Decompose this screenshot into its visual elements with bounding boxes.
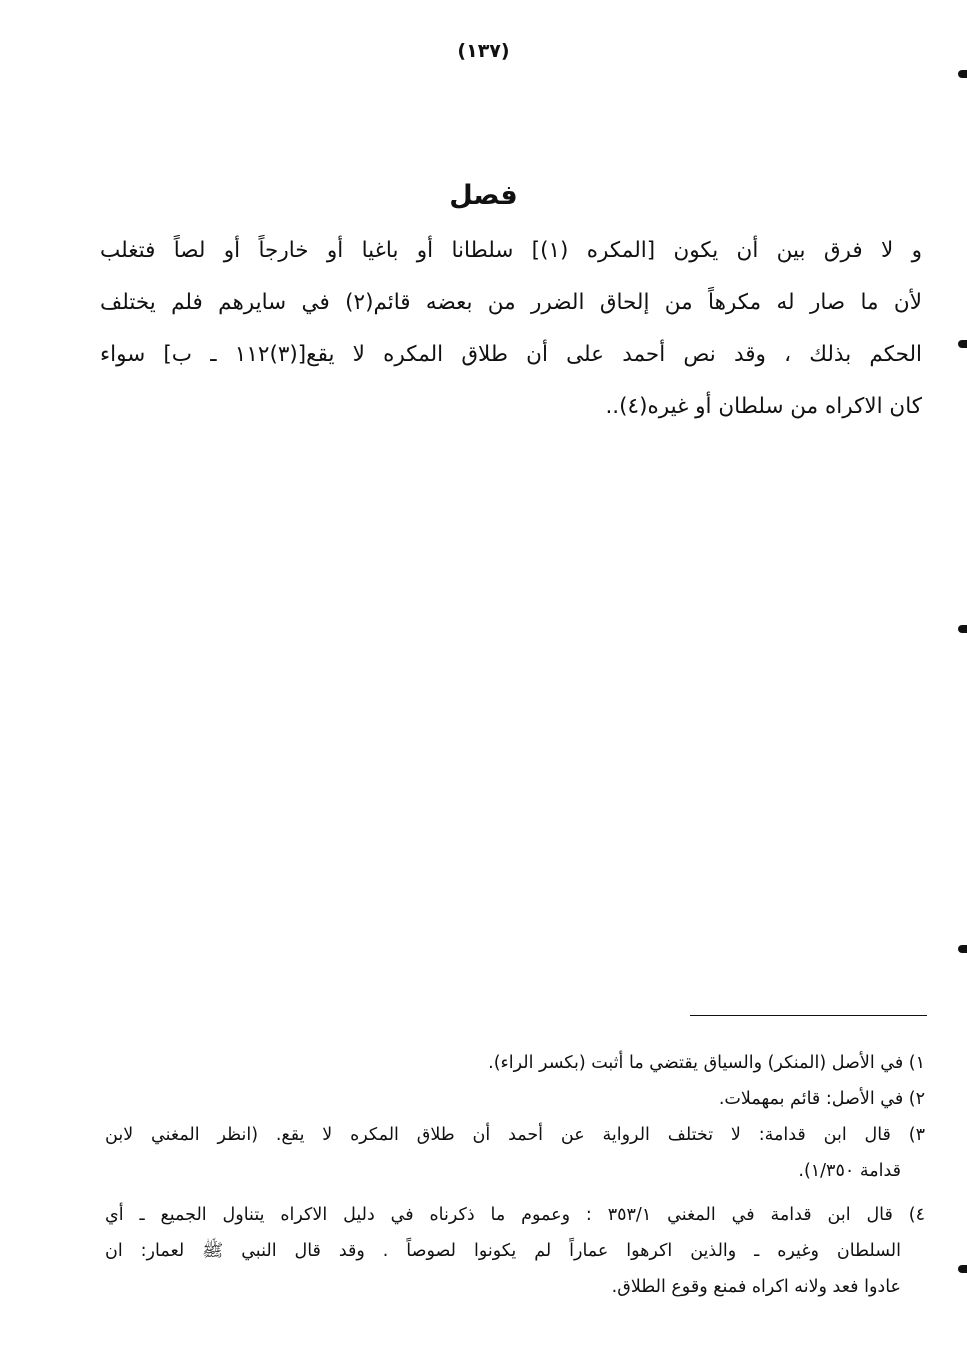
footnote-3-continued: قدامة ١/٣٥٠). [798,1161,901,1181]
binding-edge-mark [958,1265,967,1273]
footnotes [105,1045,925,1305]
binding-edge-mark [958,625,967,633]
footnote-separator [690,1015,927,1016]
footnote-1: ١) في الأصل (المنكر) والسياق يقتضي ما أثبت (بكسر الراء). [488,1053,925,1073]
body-line: كان الاكراه من سلطان أو غيره(٤).. [605,394,922,419]
body-line: و لا فرق بين أن يكون [المكره (١)] سلطانا أو باغيا أو خارجاً أو لصاً فتغلب [100,238,922,263]
footnote-2: ٢) في الأصل: قائم بمهملات. [718,1089,925,1109]
binding-edge-mark [958,945,967,953]
footnote-4-continued: عادوا فعد ولانه اكراه فمنع وقوع الطلاق. [611,1277,901,1297]
footnote-4-continued: السلطان وغيره ـ والذين اكرهوا عماراً لم يكونوا لصوصاً . وقد قال النبي ﷺ لعمار: ان [105,1241,901,1261]
section-heading: فصل [449,180,518,211]
body-text [100,225,922,433]
footnote-3: ٣) قال ابن قدامة: لا تختلف الرواية عن أحمد أن طلاق المكره لا يقع. (انظر المغني لابن [105,1125,925,1145]
body-line: لأن ما صار له مكرهاً من إلحاق الضرر من بعضه قائم(٢) في سايرهم فلم يختلف [100,290,922,315]
page-number: (١٣٧) [457,40,510,62]
body-line: الحكم بذلك ، وقد نص أحمد على أن طلاق المكره لا يقع[(٣)١١٢ ـ ب] سواء [100,342,922,367]
footnote-4: ٤) قال ابن قدامة في المغني ٣٥٣/١ : وعموم ما ذكرناه في دليل الاكراه يتناول الجميع ـ أي [105,1205,925,1225]
binding-edge-mark [958,340,967,348]
binding-edge-mark [958,70,967,78]
